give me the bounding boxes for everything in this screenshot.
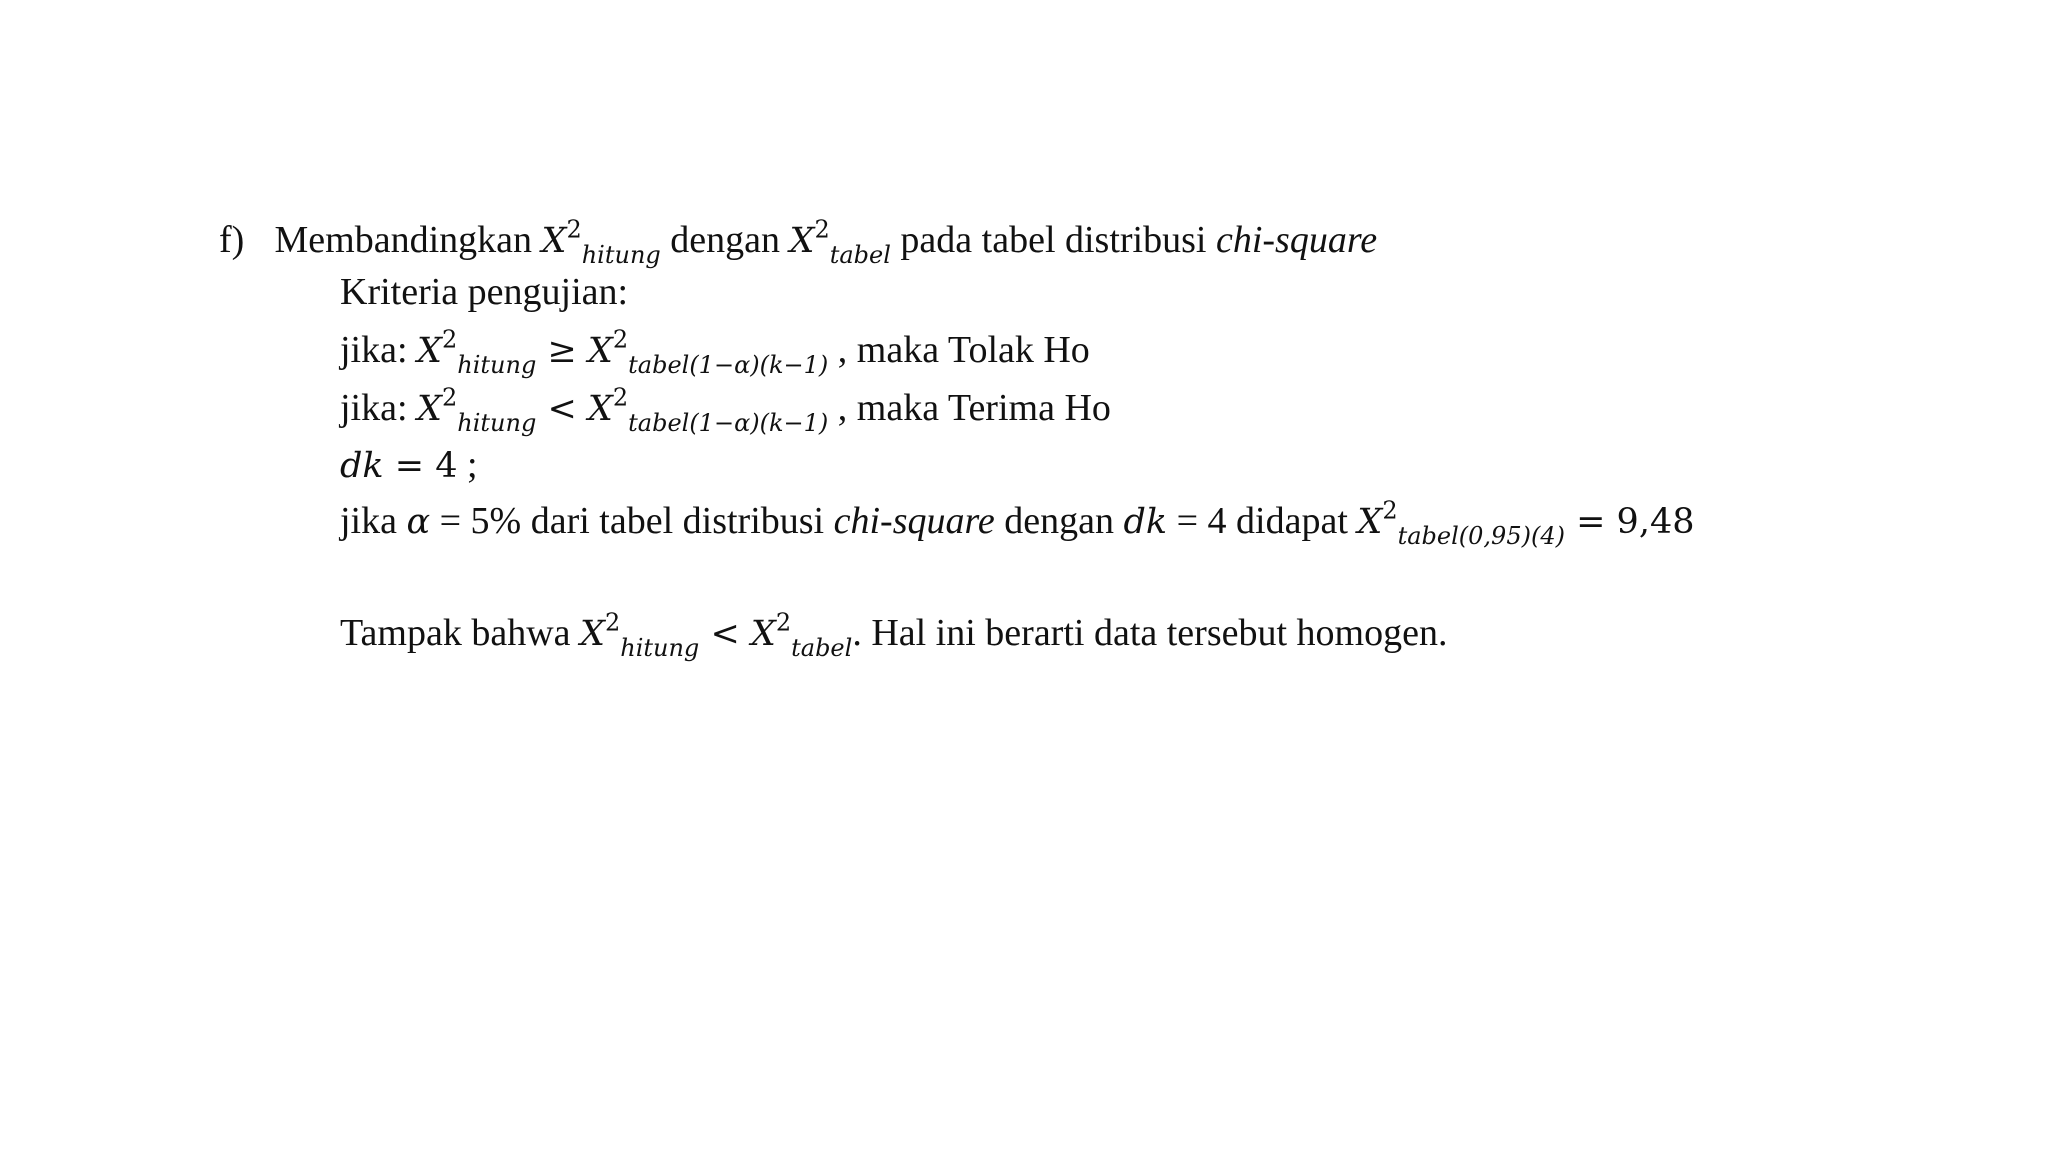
math-base: X — [789, 221, 815, 261]
math-sub: hitung — [457, 408, 537, 437]
math-base: X — [417, 389, 442, 429]
math-var: α — [406, 502, 431, 542]
math-sub: hitung — [457, 350, 537, 379]
math-sub: tabel — [791, 633, 853, 662]
math-operator: < — [710, 614, 740, 654]
rule-prefix: jika: — [340, 329, 408, 371]
math-base: X — [1357, 502, 1383, 542]
rule-suffix: , maka Tolak Ho — [837, 329, 1090, 371]
math-expression — [1123, 502, 1167, 542]
math-sup: 2 — [612, 383, 629, 412]
math-sup: 2 — [441, 325, 458, 354]
math-sup: 2 — [604, 608, 621, 637]
math-sub: hitung — [620, 633, 700, 662]
math-sub: tabel(1−α)(k−1) — [628, 408, 829, 437]
math-result: = 9,48 — [1576, 502, 1695, 542]
math-x-hitung — [541, 215, 661, 269]
math-var: dk — [1123, 502, 1168, 542]
math-sup: 2 — [612, 325, 629, 354]
heading-text-after: pada tabel distribusi — [900, 219, 1207, 261]
list-marker: f) — [219, 219, 245, 261]
alpha-value: = 5% — [439, 500, 522, 542]
math-base: X — [587, 331, 613, 371]
math-sup: 2 — [775, 608, 792, 637]
dk-line — [340, 442, 478, 489]
alpha-text1: dari tabel distribusi — [530, 500, 825, 542]
math-operator: ≥ — [547, 331, 577, 371]
rule-accept-line — [340, 383, 1111, 437]
math-sup: 2 — [814, 215, 830, 244]
alpha-line — [340, 496, 1695, 550]
alpha-italic-term: chi-square — [833, 500, 995, 542]
math-operator: < — [547, 389, 577, 429]
math-sub: tabel(1−α)(k−1) — [628, 350, 829, 379]
math-expression — [406, 502, 430, 542]
alpha-prefix: jika — [340, 500, 397, 542]
math-var: dk — [340, 446, 384, 486]
math-expression — [580, 608, 853, 662]
alpha-text3: didapat — [1236, 500, 1348, 542]
math-sub: tabel — [829, 240, 891, 269]
math-sub: hitung — [581, 240, 661, 269]
alpha-text2: dengan — [1004, 500, 1114, 542]
math-expression — [417, 325, 829, 379]
dk-suffix: ; — [467, 444, 478, 486]
alpha-dk-value: = 4 — [1176, 500, 1227, 542]
heading-line — [219, 215, 1378, 269]
conclusion-suffix: . Hal ini berarti data tersebut homogen. — [852, 612, 1448, 654]
criteria-label: Kriteria pengujian: — [340, 271, 629, 313]
math-sub: tabel(0,95)(4) — [1397, 521, 1565, 550]
heading-italic-term: chi-square — [1215, 219, 1378, 261]
math-sup: 2 — [1382, 496, 1398, 525]
math-base: X — [750, 614, 776, 654]
math-sup: 2 — [566, 215, 582, 244]
math-base: X — [541, 221, 567, 261]
conclusion-prefix: Tampak bahwa — [340, 612, 571, 654]
math-sup: 2 — [441, 383, 458, 412]
rule-prefix: jika: — [340, 387, 408, 429]
heading-text-before: Membandingkan — [274, 219, 533, 261]
math-base: X — [587, 389, 613, 429]
rule-suffix: , maka Terima Ho — [837, 387, 1111, 429]
math-base: X — [580, 614, 605, 654]
math-expression — [417, 383, 829, 437]
conclusion-line — [340, 608, 1448, 662]
math-x-tabel — [789, 215, 891, 269]
math-expression — [340, 446, 458, 486]
math-value: = 4 — [394, 446, 458, 486]
math-base: X — [417, 331, 442, 371]
heading-text-middle: dengan — [670, 219, 781, 261]
math-expression — [1357, 496, 1695, 550]
rule-reject-line — [340, 325, 1090, 379]
